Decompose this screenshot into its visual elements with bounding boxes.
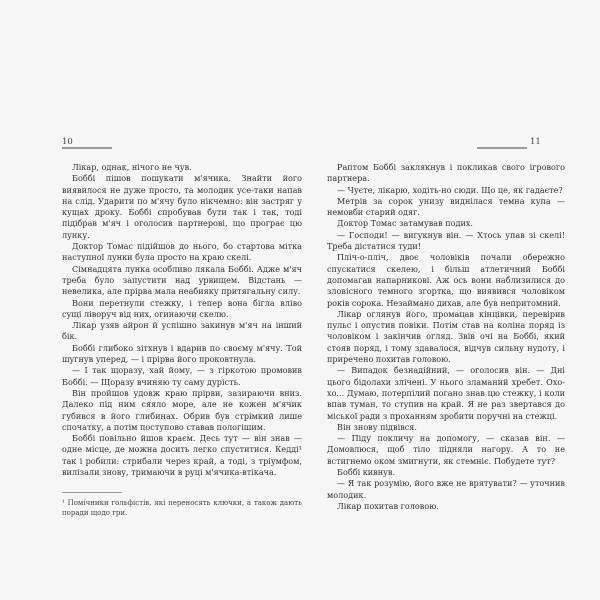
paragraph: Лікар похитав головою. [337, 500, 439, 511]
paragraph: Вони перетнули стежку, і тепер вона бігла вліво сущі ліворуч від них, огинаючи скелю. [62, 297, 302, 319]
paragraph: — Господи! — вигукнув він. — Хтось упав зі скелі! Треба дістатися туди! [327, 229, 565, 252]
left-page-number: 10 [62, 137, 73, 147]
paragraph: Метрів за сорок унизу виднілася темна купа — немовби старий одяг. [327, 195, 565, 218]
right-header-rule [477, 147, 527, 149]
paragraph: Боббі повільно йшов краєм. Десь тут — він знав — одне місце, де можна досить легко спуститися. Кедді¹ так і робили: стрибали через край, а тоді, з тріумфом, вилізали знову, тримаючи в руці м'ячика-втікача. [62, 433, 302, 478]
paragraph: Сімнадцята лунка особливо лякала Боббі. Адже м'яч треба було запустити над урвищем. Відстань — невелика, але прірва мала неабияку притягальну силу. [62, 263, 302, 297]
paragraph: Боббі кивнув. [337, 467, 396, 478]
paragraph: Пліч-о-пліч, двоє чоловіків почали обережно спускатися скелею, і більш атлетичний Боббі допомагав напарникові. Аж ось вони наблизилися до зловісного темного згортка, що виявився чоловіком років сорока. Незаймано дихав, але був непритомний. [327, 252, 565, 308]
paragraph: — Піду покличу на допомогу, — сказав він. — Домовлюся, щоб тіло підняли нагору. А то не встигнемо оком змигнути, як стемніє. Побудете тут? [327, 433, 565, 466]
paragraph: Лікар, однак, нічого не чув. [72, 162, 192, 172]
footnote-rule [62, 492, 122, 493]
right-page-text [327, 162, 565, 512]
paragraph: Доктор Томас підійшов до нього, бо стартова мітка наступної лунки була просто на краю скелі. [62, 241, 302, 263]
right-page-number: 11 [530, 137, 541, 147]
paragraph: — Випадок безнадійний, — оголосив він. — Дні цього бідолахи злічені. У нього зламаний хребет. Охо-хо... Думаю, потерпілий погано знав цю стежку, і коли впав туман, то ступив на край. Я не раз звертався до міської ради з проханням зробити поручні на стежці. [327, 365, 565, 421]
paragraph: Лікар узяв айрон й успішно закинув м'яч на інший бік. [62, 320, 302, 342]
paragraph: Боббі пішов пошукати м'ячика. Знайти його виявилося не дуже просто, та молодик усе-таки напав на слід. Ударити по м'ячу було нікчемно: він застряг у кущах дроку. Боббі спробував бути так і так, тоді підібрав м'яч і оголосив партнерові, що програє цю лунку. [62, 173, 302, 240]
paragraph: Раптом Боббі заклякнув і покликав свого ігрового партнера. [327, 162, 565, 184]
paragraph: Боббі глибоко зітхнув і вдарив по своєму м'ячу. Той шугнув уперед, — і прірва його проковтнула. [62, 342, 302, 365]
paragraph: Лікар оглянув його, промацав кінцівки, перевірив пульс і опустив повіки. Потім став на коліна поряд із чоловіком і закінчив огляд. Звів очі на Боббі, який стояв поряд, і тому здавалося, відчув сильну нудоту, і приречено похитав головою. [327, 308, 565, 365]
paragraph: Доктор Томас затамував подих. [337, 218, 474, 229]
footnote: ¹ Помічники гольфістів, які переносять ключки, а також дають поради щодо гри. [62, 499, 302, 517]
paragraph: Він знову підвівся. [337, 421, 417, 432]
left-header-rule [62, 147, 112, 149]
paragraph: Він пройшов удовж краю прірви, зазираючи вниз. Далеко під ним сяяло море, але не кожен м'ячик губився в його глибинах. Обрив був стрімкий лише спочатку, а потім поступово ставав пологішим. [62, 387, 302, 432]
paragraph: — Я так розумію, його вже не врятувати? — уточнив молодик. [327, 478, 565, 500]
paragraph: — Чуєте, лікарю, ходіть-но сюди. Що це, як гадаєте? [337, 184, 563, 195]
left-page-text [62, 162, 302, 478]
paragraph: — І так щоразу, хай йому, — з гіркотою промовив Боббі. — Щоразу вчиняю ту саму дурість. [62, 365, 302, 387]
